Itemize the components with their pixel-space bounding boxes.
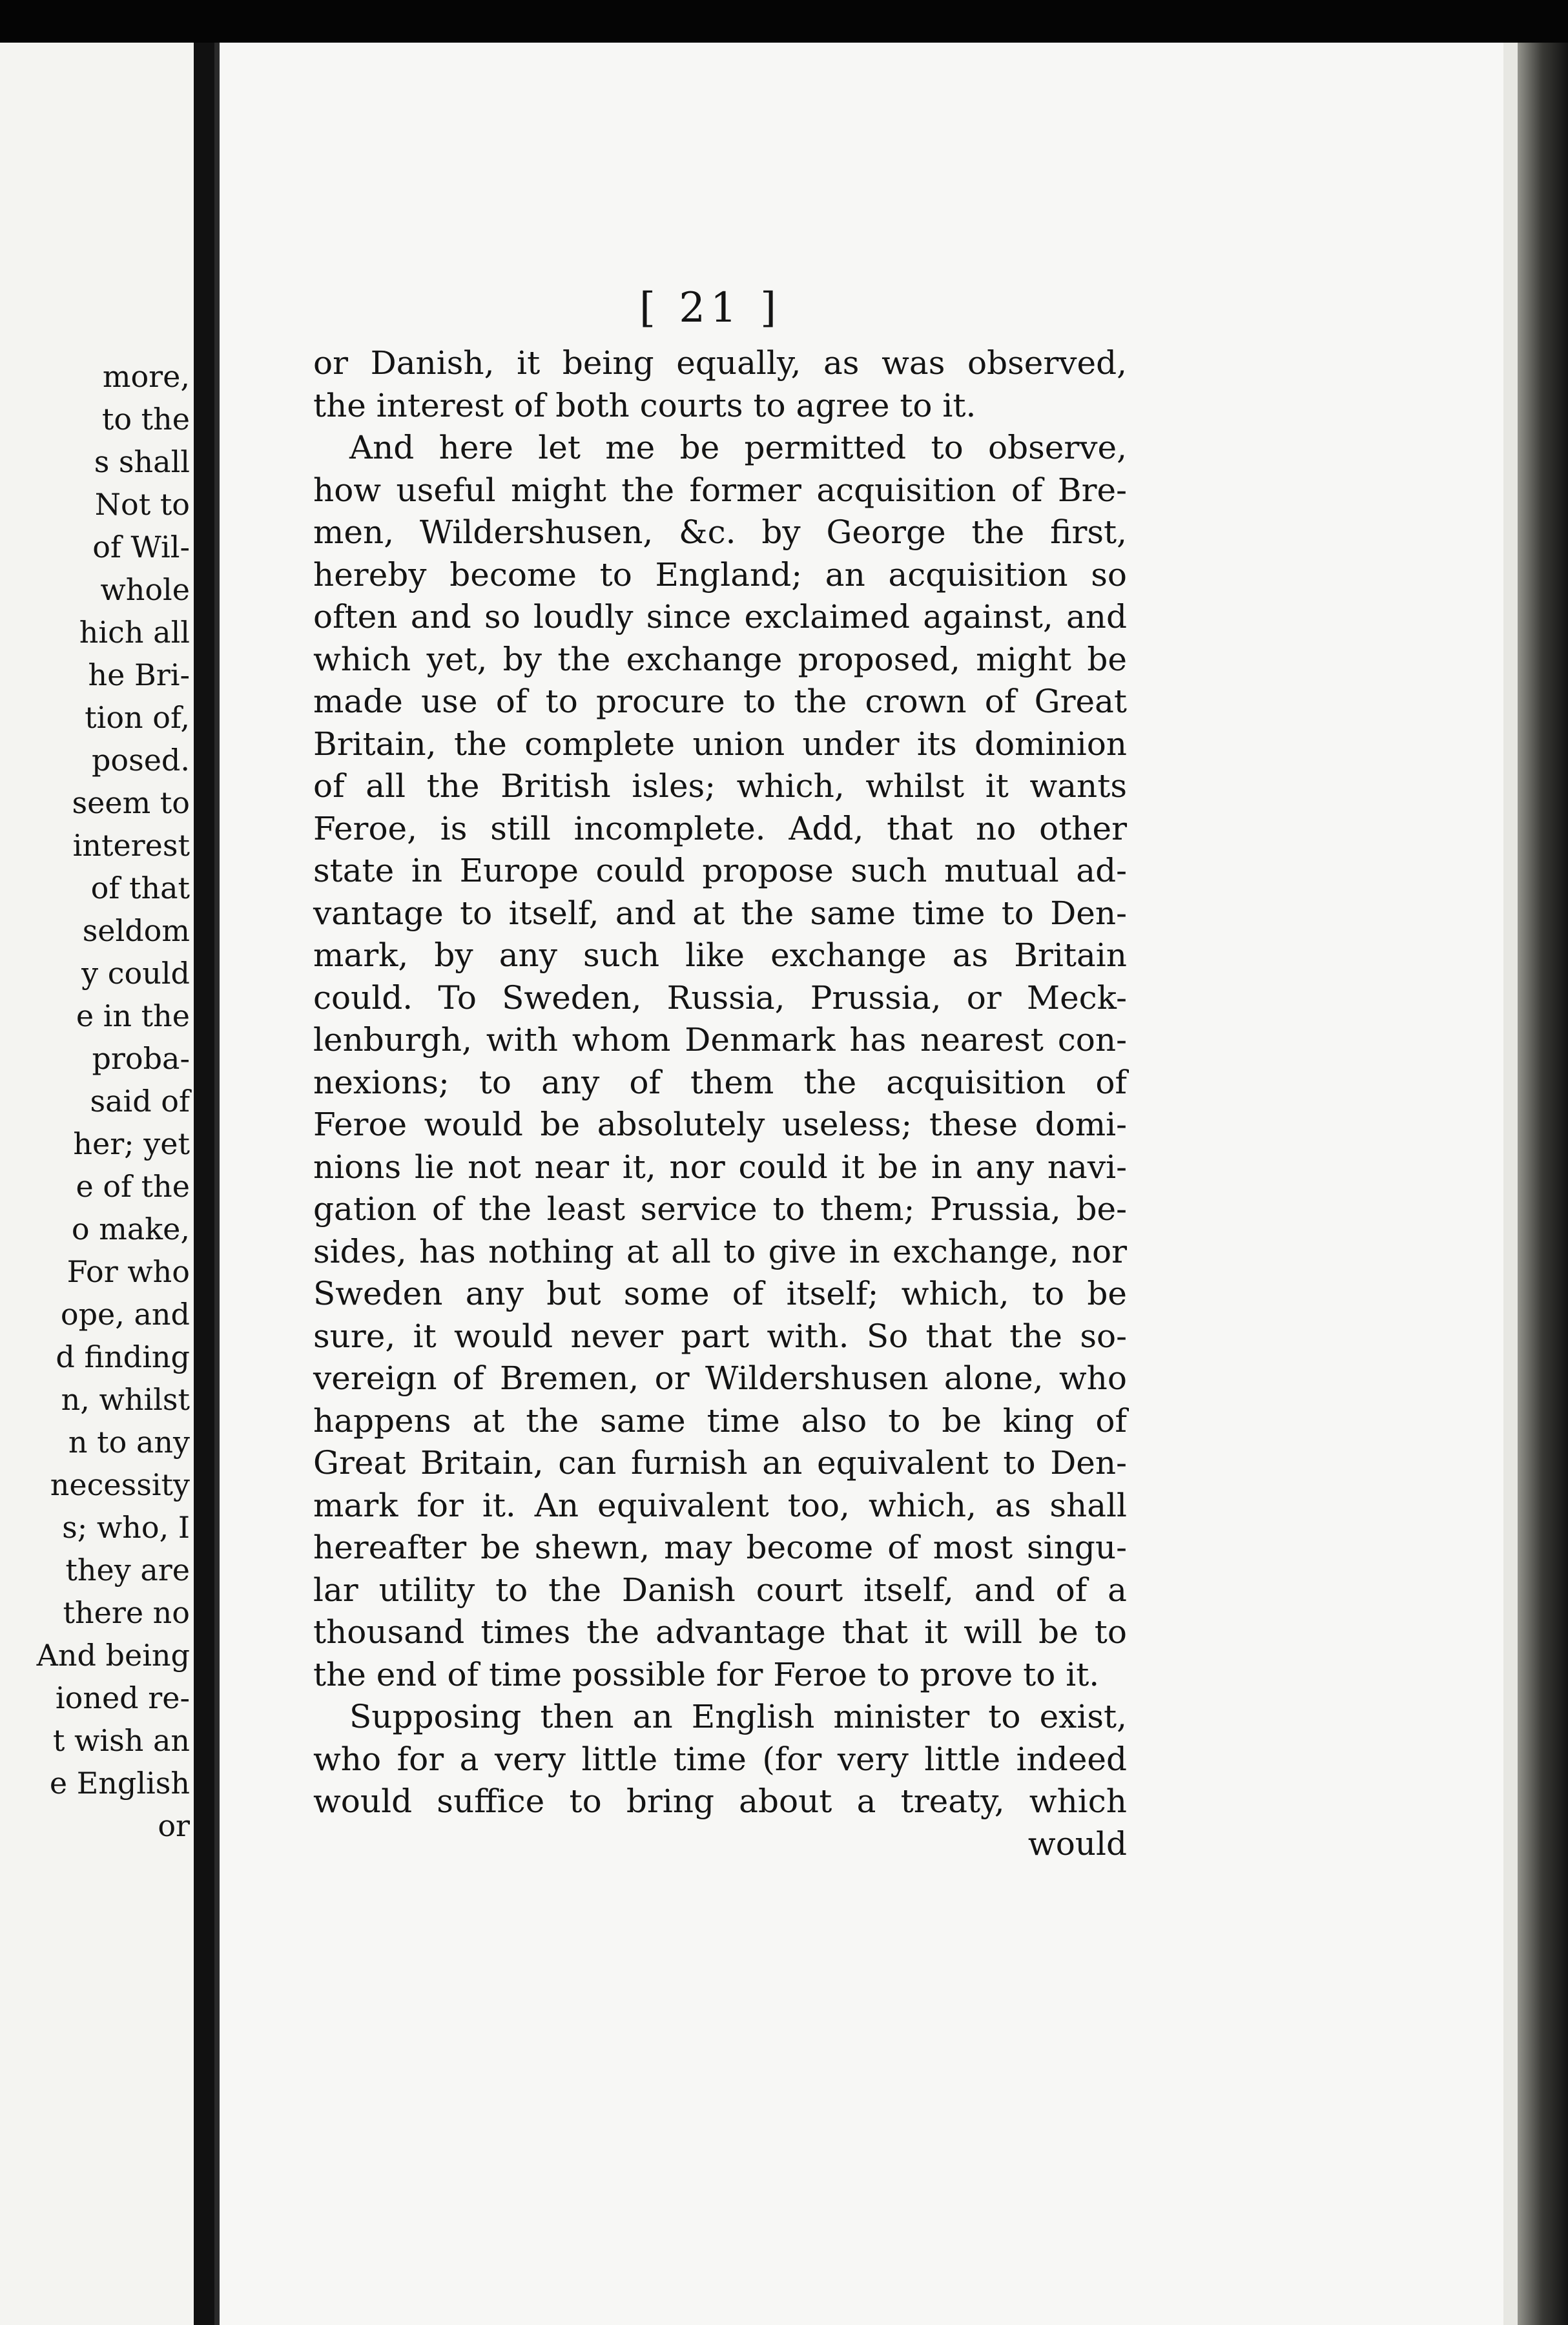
left-page-fragment: For who [67,1254,190,1289]
text-line: And here let me be permitted to observe, [349,429,1127,466]
left-page-fragment: said of [90,1084,190,1119]
left-page-fragment: Not to [94,487,190,522]
text-line: Britain, the complete union under its dominion [313,725,1127,763]
left-page-fragment: whole [100,572,190,607]
text-line: mark for it. An equivalent too, which, as shall [313,1486,1127,1524]
text-line: gation of the least service to them; Prussia, be- [313,1190,1127,1228]
left-page-fragment: d finding [56,1339,190,1374]
left-page-fragment: hich all [79,615,190,650]
left-page-fragment: e English [49,1766,190,1801]
text-line: the end of time possible for Feroe to prove to it. [313,1655,1100,1693]
left-page-fragment: s shall [94,444,190,479]
left-page-fragment: he Bri- [88,657,190,692]
text-line: which yet, by the exchange proposed, might be [313,640,1127,678]
left-page-fragment: t wish an [52,1723,190,1758]
facing-page-left [0,43,200,2325]
text-line: lar utility to the Danish court itself, and of a [313,1571,1127,1609]
left-page-fragment: e of the [76,1169,190,1204]
left-page-fragment: seem to [72,785,190,820]
text-line: nexions; to any of them the acquisition of [313,1063,1127,1101]
text-line: Supposing then an English minister to exist, [349,1698,1127,1735]
text-line: vereign of Bremen, or Wildershusen alone, who [313,1359,1127,1397]
left-page-fragment: more, [102,359,190,394]
text-line: Feroe would be absolutely useless; these domi- [313,1106,1127,1143]
text-line: nions lie not near it, nor could it be in any navi- [313,1148,1127,1186]
left-page-fragment: n to any [68,1425,190,1460]
left-page-fragment: y could [81,956,190,991]
left-page-fragment: e in the [76,998,190,1033]
text-line: thousand times the advantage that it will be to [313,1613,1127,1651]
left-page-fragment: or [158,1808,190,1843]
scan-top-border [0,0,1568,43]
left-page-fragment: s; who, I [62,1510,190,1545]
text-line: or Danish, it being equally, as was observed, [313,344,1127,382]
catchword: would [1027,1824,1127,1863]
left-page-fragment: seldom [82,913,190,948]
text-line: made use of to procure to the crown of Great [313,683,1127,720]
text-line: state in Europe could propose such mutual ad- [313,852,1127,889]
text-line: the interest of both courts to agree to it. [313,386,976,424]
left-page-fragment: her; yet [73,1126,190,1161]
left-page-fragment: there no [63,1595,190,1630]
left-page-fragment: And being [36,1638,190,1673]
text-line: men, Wildershusen, &c. by George the first, [313,513,1127,551]
text-line: how useful might the former acquisition of Bre- [313,471,1127,509]
left-page-fragment: of that [90,871,190,905]
page-edge-shadow [1503,43,1568,2325]
text-line: sure, it would never part with. So that the so- [313,1317,1127,1355]
text-line: hereby become to England; an acquisition so [313,555,1127,594]
text-line: would suffice to bring about a treaty, which [313,1782,1127,1820]
text-line: vantage to itself, and at the same time to Den- [313,894,1127,932]
page-edge-highlight [1503,43,1518,2325]
text-line: hereafter be shewn, may become of most singu- [313,1529,1127,1566]
text-line: often and so loudly since exclaimed against, and [313,598,1127,636]
left-page-fragment: ope, and [60,1297,190,1332]
left-page-fragment: proba- [92,1041,190,1076]
left-page-fragment: of Wil- [92,530,190,564]
left-page-fragment: they are [65,1553,190,1587]
text-line: Sweden any but some of itself; which, to be [313,1275,1127,1312]
book-gutter [194,43,214,2325]
text-line: mark, by any such like exchange as Britain [313,936,1127,974]
left-page-fragment: necessity [50,1467,190,1502]
body-text [313,342,1127,1865]
left-page-fragment: to the [101,402,190,437]
text-line: Great Britain, can furnish an equivalent to Den- [313,1444,1127,1482]
page-number: [ 21 ] [639,284,782,332]
text-line: sides, has nothing at all to give in exchange, nor [313,1232,1127,1270]
left-page-fragment: posed. [91,743,190,778]
left-page-fragment: n, whilst [61,1382,190,1417]
left-page-fragment: ioned re- [55,1680,190,1715]
text-line: happens at the same time also to be king of [313,1401,1127,1440]
left-page-fragment: o make, [71,1212,190,1246]
text-line: could. To Sweden, Russia, Prussia, or Meck- [313,978,1127,1017]
text-line: of all the British isles; which, whilst it wants [313,767,1127,805]
text-line: who for a very little time (for very little indeed [313,1740,1127,1778]
text-line: Feroe, is still incomplete. Add, that no other [313,809,1127,847]
left-page-fragment: interest [72,828,190,863]
text-line: lenburgh, with whom Denmark has nearest con- [313,1021,1127,1059]
left-page-fragment: tion of, [85,700,190,735]
